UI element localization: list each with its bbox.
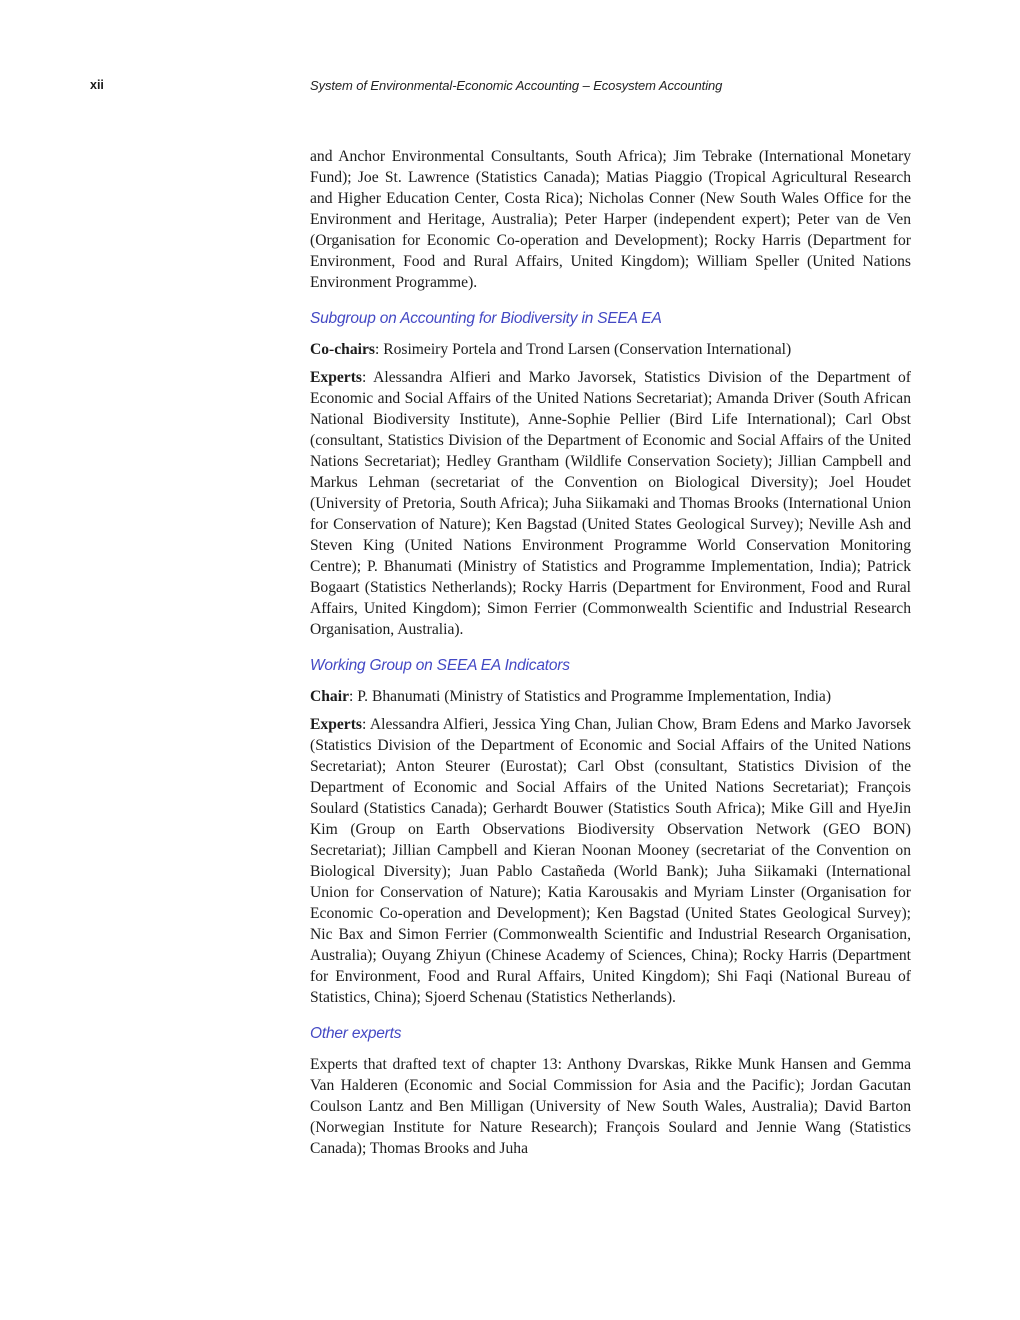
cochairs-label: Co-chairs xyxy=(310,341,375,358)
section-indicators-working-group xyxy=(310,657,911,1008)
other-experts-text: Experts that drafted text of chapter 13: Anthony Dvarskas, Rikke Munk Hansen and Gemma Van Halderen (Economic and Social Commission for Asia and the Pacific); Jordan Gacutan Coulson Lantz and Ben Milligan (University of New South Wales, Australia); David Barton (Norwegian Institute for Nature Research); François Soulard and Jennie Wang (Statistics Canada); Thomas Brooks and Juha xyxy=(310,1056,911,1157)
chair-label: Chair xyxy=(310,688,349,705)
section-other-experts xyxy=(310,1025,911,1159)
experts-text-biodiversity: : Alessandra Alfieri and Marko Javorsek, Statistics Division of the Department of Economic and Social Affairs of the United Nations Secretariat); Amanda Driver (South African National Biodiversity Institute), Anne-Sophie Pellier (Bird Life International); Carl Obst (consultant, Statistics Division of the Department of Economic and Social Affairs of the United Nations Secretariat); Hedley Grantham (Wildlife Conservation Society); Jillian Campbell and Markus Lehman (secretariat of the Convention on Biological Diversity); Joel Houdet (University of Pretoria, South Africa); Juha Siikamaki and Thomas Brooks (International Union for Conservation of Nature); Ken Bagstad (United States Geological Survey); Neville Ash and Steven King (United Nations Environment Programme World Conservation Monitoring Centre); P. Bhanumati (Ministry of Statistics and Programme Implementation, India); Patrick Bogaart (Statistics Netherlands); Rocky Harris (Department for Environment, Food and Rural Affairs, United Kingdom); Simon Ferrier (Commonwealth Scientific and Industrial Research Organisation, Australia). xyxy=(310,369,911,638)
cochairs-text: : Rosimeiry Portela and Trond Larsen (Conservation International) xyxy=(374,341,792,358)
paragraph-continued-acknowledgements: and Anchor Environmental Consultants, South Africa); Jim Tebrake (International Monetary Fund); Joe St. Lawrence (Statistics Canada); Matias Piaggio (Tropical Agricultural Research and Higher Education Center, Costa Rica); Nicholas Conner (New South Wales Office for the Environment and Heritage, Australia); Peter Harper (independent expert); Peter van de Ven (Organisation for Economic Co-operation and Development); Rocky Harris (Department for Environment, Food and Rural Affairs, United Kingdom); William Speller (United Nations Environment Programme). xyxy=(310,148,911,291)
page-number: xii xyxy=(90,78,104,92)
paragraph-experts-indicators xyxy=(310,714,911,1008)
section-heading-indicators: Working Group on SEEA EA Indicators xyxy=(310,657,570,674)
section-heading-other-experts: Other experts xyxy=(310,1025,402,1042)
paragraph-cochairs xyxy=(310,339,911,360)
text-column xyxy=(310,146,911,1159)
experts-label-biodiversity: Experts xyxy=(310,369,362,386)
experts-label-indicators: Experts xyxy=(310,716,362,733)
paragraph-chair xyxy=(310,686,911,707)
section-biodiversity-subgroup xyxy=(310,310,911,640)
section-heading-biodiversity-subgroup: Subgroup on Accounting for Biodiversity in SEEA EA xyxy=(310,310,662,327)
experts-text-indicators: : Alessandra Alfieri, Jessica Ying Chan, Julian Chow, Bram Edens and Marko Javorsek (Statistics Division of the Department of Economic and Social Affairs of the United Nations Secretariat); Anton Steurer (Eurostat); Carl Obst (consultant, Statistics Division of the Department of Economic and Social Affairs of the United Nations Secretariat); François Soulard (Statistics Canada); Gerhardt Bouwer (Statistics South Africa); Mike Gill and HyeJin Kim (Group on Earth Observations Biodiversity Observation Network (GEO BON) Secretariat); Jillian Campbell and Kieran Noonan Mooney (secretariat of the Convention on Biological Diversity); Juan Pablo Castañeda (World Bank); Juha Siikamaki (International Union for Conservation of Nature); Katia Karousakis and Myriam Linster (Organisation for Economic Co-operation and Development); Ken Bagstad (United States Geological Survey); Nic Bax and Simon Ferrier (Commonwealth Scientific and Industrial Research Organisation, Australia); Ouyang Zhiyun (Chinese Academy of Sciences, China); Rocky Harris (Department for Environment, Food and Rural Affairs, United Kingdom); Shi Faqi (National Bureau of Statistics, China); Sjoerd Schenau (Statistics Netherlands). xyxy=(310,716,911,1006)
running-title: System of Environmental-Economic Accounting – Ecosystem Accounting xyxy=(310,78,723,93)
paragraph-other-experts xyxy=(310,1054,911,1159)
chair-text: : P. Bhanumati (Ministry of Statistics and Programme Implementation, India) xyxy=(348,688,832,705)
paragraph-experts-biodiversity xyxy=(310,367,911,640)
